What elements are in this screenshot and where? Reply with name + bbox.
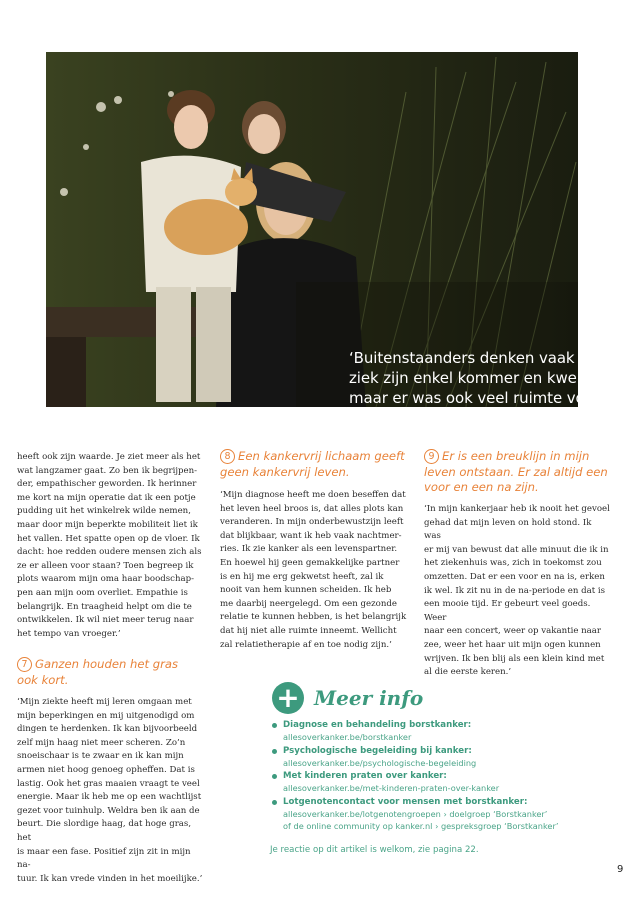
meer-info-title: Meer info <box>314 686 424 710</box>
meer-info-header <box>272 683 608 713</box>
list-item <box>272 719 608 744</box>
section-number-badge: 9 <box>424 449 439 464</box>
section-9-heading <box>424 449 610 496</box>
heading-line: geen kankervrij leven. <box>220 464 350 479</box>
pull-quote: ‘Buitenstaanders denken vaak dat ziek zijn enkel kommer en kwel is, maar er was ook veel ruimte voor humor en lichtheid.’ <box>349 349 604 427</box>
text-line: dingen te herdenken. Ik kan bijvoorbeeld <box>17 724 198 735</box>
text-line: gezet voor tuinhulp. Weldra ben ik aan de <box>17 805 200 816</box>
text-line: zee, weer het haar uit mijn ogen kunnen <box>424 639 601 650</box>
section-8-text <box>220 489 410 652</box>
info-item-title: Lotgenotencontact voor mensen met borstkanker: <box>283 796 528 807</box>
text-line: dat hij niet alle ruimte inneemt. Wellicht <box>220 625 397 636</box>
text-line: het ziekenhuis was, zich in toekomst zou <box>424 558 602 569</box>
heading-line: Een kankervrij lichaam geeft <box>238 449 405 463</box>
text-line: nooit van hem kunnen scheiden. Ik heb <box>220 585 392 596</box>
text-line: het leven heel broos is, dat alles plots kan <box>220 503 404 514</box>
heading-line: ook kort. <box>17 672 69 687</box>
meer-info-box <box>258 683 608 834</box>
text-line: ‘Mijn ziekte heeft mij leren omgaan met <box>17 697 192 707</box>
section-number-badge: 8 <box>220 449 235 464</box>
text-line: gehad dat mijn leven on hold stond. Ik was <box>424 517 592 542</box>
section-7-heading <box>17 657 205 688</box>
list-item <box>272 796 608 833</box>
text-line: mijn beperkingen en mij uitgenodigd om <box>17 710 195 721</box>
text-line: naar een concert, weer op vakantie naar <box>424 626 602 637</box>
text-line: me kort na mijn operatie dat ik een potje <box>17 492 196 503</box>
text-line: wat langzamer gaat. Zo ben ik begrijpen- <box>17 465 198 476</box>
text-line: beurt. Die slordige haag, dat hoge gras, het <box>17 819 192 843</box>
info-link[interactable]: allesoverkanker.be/psychologische-begeleiding <box>283 757 477 768</box>
heading-line: leven ontstaan. Er zal altijd een <box>424 464 608 479</box>
text-line: ontwikkelen. Ik wil niet meer terug naar <box>17 615 194 626</box>
text-line: maar door mijn beperkte mobiliteit liet ik <box>17 519 198 530</box>
list-item <box>272 770 608 795</box>
text-line: belangrijk. En traagheid helpt om die te <box>17 601 192 612</box>
text-line: heeft ook zijn waarde. Je ziet meer als het <box>17 452 201 462</box>
text-line: ik wel. Ik zit nu in de na-periode en dat is <box>424 585 606 596</box>
info-link[interactable]: of de online community op kanker.nl › gespreksgroep ‘Borstkanker’ <box>283 821 559 831</box>
text-line: wrijven. Ik ben blij als een klein kind met <box>424 653 605 664</box>
section-9-text <box>424 503 610 680</box>
text-line: dat blijkbaar, want ik heb vaak nachtmer- <box>220 530 402 541</box>
text-line: der, empathischer geworden. Ik herinner <box>17 479 197 490</box>
reaction-note: Je reactie op dit artikel is welkom, zie pagina 22. <box>270 845 479 855</box>
column-1-text <box>17 451 205 641</box>
heading-line: Ganzen houden het gras <box>35 657 178 671</box>
page-number: 9 <box>617 864 624 875</box>
text-line: zal relatietherapie af en toe nodig zijn.’ <box>220 639 392 650</box>
text-line: er mij van bewust dat alle minuut die ik in <box>424 544 609 555</box>
text-line: relatie te kunnen hebben, is het belangrijk <box>220 612 407 623</box>
text-line: plots waarom mijn oma haar boodschap- <box>17 574 195 585</box>
feature-photo <box>46 52 604 427</box>
text-line: pen aan mijn oom overliet. Empathie is <box>17 587 188 598</box>
text-line: pudding uit het winkelrek wilde nemen, <box>17 506 191 517</box>
text-line: me daarbij neergelegd. Om een gezonde <box>220 598 397 609</box>
heading-line: voor en een na zijn. <box>424 480 539 494</box>
text-line: armen niet hoog genoeg opheffen. Dat is <box>17 764 195 775</box>
plus-icon: + <box>272 682 304 714</box>
text-line: veranderen. In mijn onderbewustzijn leeft <box>220 517 404 528</box>
heading-line: Er is een breuklijn in mijn <box>442 449 590 463</box>
info-link[interactable]: allesoverkanker.be/met-kinderen-praten-over-kanker <box>283 783 500 793</box>
text-line: lastig. Ook het gras maaien vraagt te veel <box>17 778 200 789</box>
text-line: is maar een fase. Positief zijn zit in mijn na- <box>17 846 191 871</box>
text-line: het vallen. Het spatte open op de vloer. Ik <box>17 533 200 544</box>
section-8-heading <box>220 449 410 480</box>
text-line: ze er alleen voor staan? Toen begreep ik <box>17 560 194 571</box>
text-line: En hoewel hij geen gemakkelijke partner <box>220 557 400 568</box>
text-line: ‘Mijn diagnose heeft me doen beseffen dat <box>220 490 406 500</box>
list-item <box>272 745 608 770</box>
section-number-badge: 7 <box>17 657 32 672</box>
info-link[interactable]: allesoverkanker.be/borstkanker <box>283 732 412 742</box>
text-line: al die eerste keren.’ <box>424 667 512 678</box>
info-list <box>258 719 608 833</box>
text-line: zelf mijn haag niet meer scheren. Zo’n <box>17 737 186 748</box>
text-line: is en hij me erg gekwetst heeft, zal ik <box>220 571 384 582</box>
text-line: energie. Maar ik heb me op een wachtlijst <box>17 792 202 803</box>
text-line: het tempo van vroeger.’ <box>17 628 121 639</box>
text-line: ‘In mijn kankerjaar heb ik nooit het gevoel <box>424 504 610 514</box>
info-link[interactable]: allesoverkanker.be/lotgenotengroepen › doelgroep ‘Borstkanker’ <box>283 808 548 819</box>
text-line: ries. Ik zie kanker als een levenspartner. <box>220 544 398 555</box>
text-line: een mooie tijd. Er gebeurt veel goeds. Weer <box>424 599 591 623</box>
info-item-title: Psychologische begeleiding bij kanker: <box>283 745 472 756</box>
info-item-title: Met kinderen praten over kanker: <box>283 771 447 781</box>
info-item-title: Diagnose en behandeling borstkanker: <box>283 720 472 730</box>
text-line: snoeischaar is te zwaar en ik kan mijn <box>17 751 184 762</box>
text-line: tuur. Ik kan vrede vinden in het moeilijke.’ <box>17 873 203 884</box>
text-line: omzetten. Dat er een voor en na is, erken <box>424 571 605 582</box>
text-line: dacht: hoe redden oudere mensen zich als <box>17 547 202 558</box>
section-7-text <box>17 696 205 886</box>
